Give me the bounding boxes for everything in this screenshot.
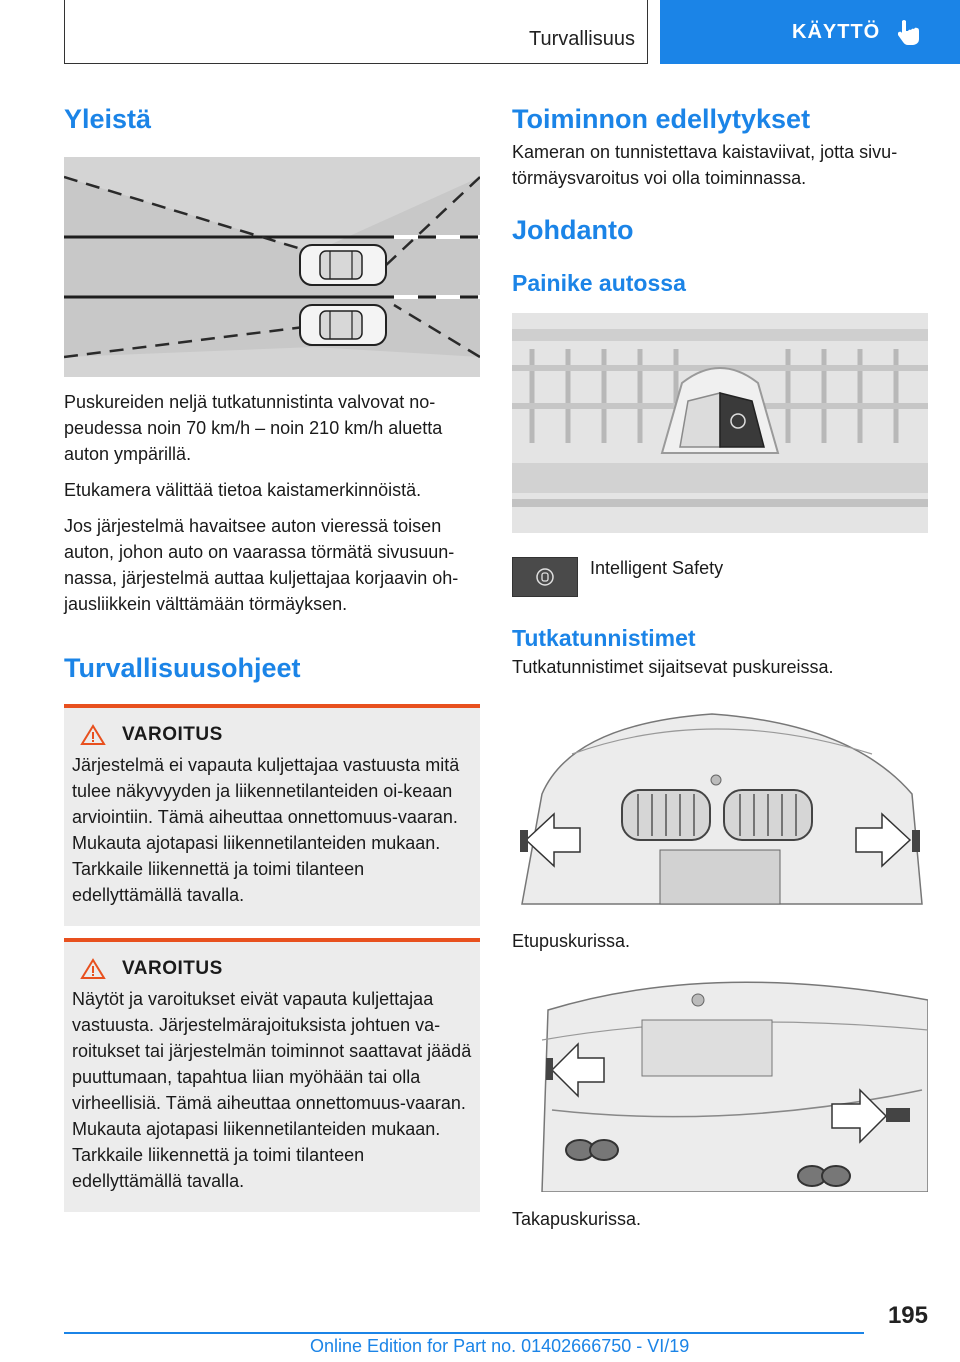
intelligent-safety-button-icon bbox=[512, 557, 578, 597]
sensors-heading: Tutkatunnistimet bbox=[512, 625, 696, 651]
general-paragraph-2: Etukamera välittää tietoa kaistamerkinnöistä. bbox=[64, 480, 422, 500]
lane-change-illustration bbox=[64, 157, 480, 377]
header-chapter-tab bbox=[660, 0, 960, 64]
warning-box-2 bbox=[64, 938, 480, 1212]
warning-title: VAROITUS bbox=[122, 958, 223, 979]
front-bumper-drawing bbox=[512, 694, 928, 916]
car-shield-icon bbox=[535, 567, 555, 587]
warning-text: Järjestelmä ei vapauta kuljettajaa vastuusta mitä tulee näkyvyyden ja liikennetilanteiden oi-keaan arviointiin. Tämä aiheuttaa onnettomuus-vaaran. Mukauta ajotapasi liikennetilanteiden mukaan. Tarkkaile liikennettä ja toimi tilanteen edellyttämällä tavalla. bbox=[72, 755, 460, 905]
intro-heading: Johdanto bbox=[512, 215, 634, 245]
pointing-hand-icon bbox=[898, 19, 922, 45]
warning-text: Näytöt ja varoitukset eivät vapauta kuljettajaa vastuusta. Järjestelmärajoituksista johtuen va-roitukset tai järjestelmän toiminnot saattavat jäädä puuttumaan, tapahtua liian myöhään tai olla virheellisiä. Tämä aiheuttaa onnettomuus-vaaran. Mukauta ajotapasi liikennetilanteiden mukaan. Tarkkaile liikennettä ja toimi tilanteen edellyttämällä tavalla. bbox=[72, 989, 472, 1191]
page-number: 195 bbox=[887, 1302, 928, 1329]
general-paragraph-3: Jos järjestelmä havaitsee auton vieressä toisen auton, johon auto on vaarassa törmätä sivusuun-nassa, järjestelmä auttaa kuljettajaa korjaavin oh-jausliikkein välttämään törmäyksen. bbox=[64, 516, 459, 614]
header-chapter-title: KÄYTTÖ bbox=[792, 20, 881, 43]
rear-caption: Takapuskurissa. bbox=[512, 1209, 642, 1229]
button-panel-illustration bbox=[512, 313, 928, 533]
warning-header bbox=[80, 724, 472, 746]
right-column bbox=[512, 100, 928, 1232]
warning-triangle-icon bbox=[80, 958, 106, 980]
footer-rule bbox=[64, 1332, 864, 1334]
header-section-title: Turvallisuus bbox=[529, 28, 635, 50]
rear-bumper-illustration bbox=[512, 970, 928, 1192]
sensors-text: Tutkatunnistimet sijaitsevat puskureissa. bbox=[512, 657, 834, 677]
requirements-heading: Toiminnon edellytykset bbox=[512, 104, 811, 134]
car-lower bbox=[300, 305, 386, 345]
front-bumper-illustration bbox=[512, 694, 928, 916]
lane-change-diagram bbox=[64, 157, 480, 377]
car-upper bbox=[300, 245, 386, 285]
warning-header bbox=[80, 958, 472, 980]
button-photo bbox=[512, 313, 928, 533]
general-paragraph-1: Puskureiden neljä tutkatunnistinta valvovat no-peudessa noin 70 km/h – noin 210 km/h aluetta auton ympärillä. bbox=[64, 392, 443, 464]
safety-heading: Turvallisuusohjeet bbox=[64, 653, 301, 683]
rear-bumper-drawing bbox=[512, 970, 928, 1192]
warning-triangle-icon bbox=[80, 724, 106, 746]
footer-edition: Online Edition for Part no. 01402666750 - VI/19 bbox=[310, 1336, 690, 1356]
requirements-text: Kameran on tunnistettava kaistaviivat, jotta sivu-törmäysvaroitus voi olla toiminnassa. bbox=[512, 142, 898, 188]
left-column bbox=[64, 100, 480, 1212]
header-section-box bbox=[64, 0, 648, 64]
button-legend bbox=[512, 557, 928, 597]
warning-title: VAROITUS bbox=[122, 724, 223, 745]
warning-box-1 bbox=[64, 704, 480, 926]
button-label: Intelligent Safety bbox=[590, 558, 724, 578]
front-caption: Etupuskurissa. bbox=[512, 931, 631, 951]
general-heading: Yleistä bbox=[64, 104, 152, 134]
button-heading: Painike autossa bbox=[512, 270, 686, 296]
